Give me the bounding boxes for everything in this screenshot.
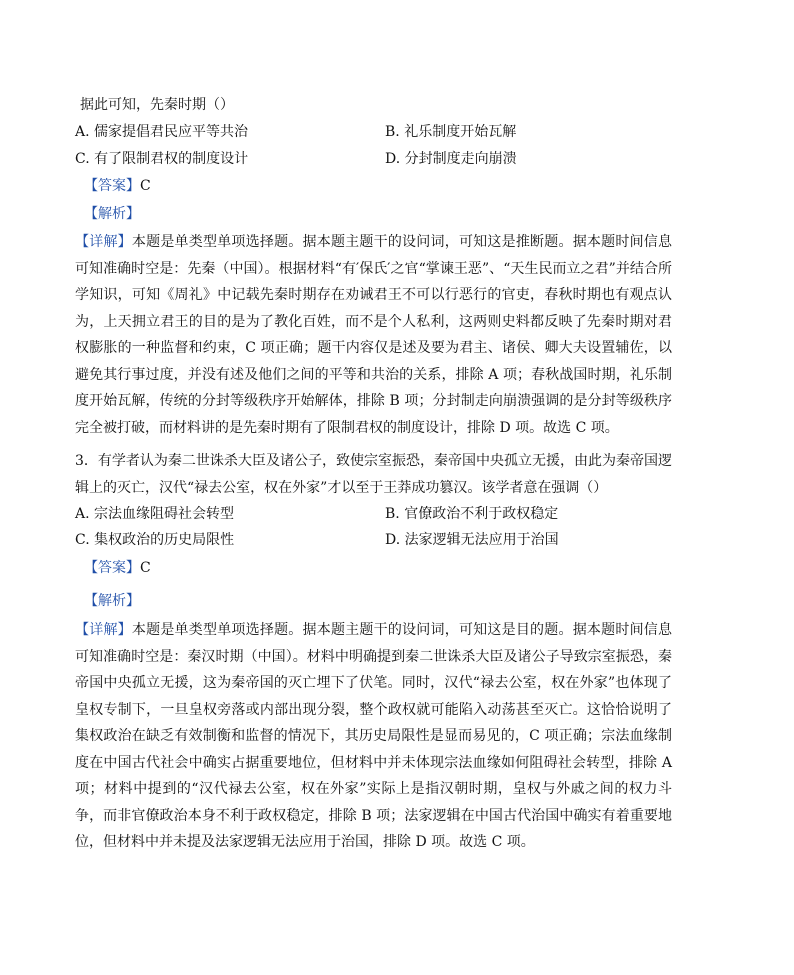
q2-answer-value: C (140, 178, 151, 194)
q3-option-d: D. 法家逻辑无法应用于治国 (385, 532, 559, 548)
q3-option-a: A. 宗法血缘阻碍社会转型 (75, 506, 235, 522)
q2-answer-tag: 【答案】 (84, 178, 140, 194)
q3-answer-tag: 【答案】 (84, 560, 140, 576)
q3-stem: 3．有学者认为秦二世诛杀大臣及诸公子，致使宗室振恐，秦帝国中央孤立无援，由此为秦帝国逻辑上的灭亡，汉代“禄去公室，权在外家”才以至于王莽成功篡汉。该学者意在强调（） (75, 453, 672, 496)
q2-detail (75, 229, 672, 441)
q3-analysis-tag: 【解析】 (84, 593, 140, 609)
q2-answer (84, 176, 151, 196)
q3-answer-value: C (140, 560, 151, 576)
q3-option-b: B. 官僚政治不利于政权稳定 (385, 506, 559, 522)
q2-analysis-tag: 【解析】 (84, 206, 140, 222)
q2-detail-tag: 【详解】 (75, 234, 132, 250)
q3-detail (75, 617, 672, 856)
q3-option-c: C. 集权政治的历史局限性 (75, 532, 235, 548)
q2-option-a: A. 儒家提倡君民应平等共治 (75, 124, 249, 140)
q2-option-c: C. 有了限制君权的制度设计 (75, 151, 249, 167)
q3-detail-tag: 【详解】 (75, 622, 132, 638)
q2-stem-tail: 据此可知，先秦时期（） (80, 97, 234, 113)
q3-answer (84, 558, 151, 578)
q2-option-d: D. 分封制度走向崩溃 (385, 151, 517, 167)
q2-detail-text: 本题是单类型单项选择题。据本题主题干的设问词，可知这是推断题。据本题时间信息可知准确时空是：先秦（中国）。根据材料“有′保氏′之官“掌谏王恶”、“天生民而立之君”并结合所学知识，可知《周礼》中记载先秦时期存在劝诫君王不可以行恶行的官吏，春秋时期也有观点认为，上天拥立君王的目的是为了教化百姓，而不是个人私利，这两则史料都反映了先秦时期对君权膨胀的一种监督和约束，C 项正确；题干内容仅是述及要为君主、诸侯、卿大夫设置辅佐，以避免其行事过度，并没有述及他们之间的平等和共治的关系，排除 A 项；春秋战国时期，礼乐制度开始瓦解，传统的分封等级秩序开始解体，排除 B 项；分封制走向崩溃强调的是分封等级秩序完全被打破，而材料讲的是先秦时期有了限制君权的制度设计，排除 D 项。故选 C 项。 (75, 234, 673, 436)
q2-option-b: B. 礼乐制度开始瓦解 (385, 124, 517, 140)
q3-detail-text: 本题是单类型单项选择题。据本题主题干的设问词，可知这是目的题。据本题时间信息可知准确时空是：秦汉时期（中国）。材料中明确提到秦二世诛杀大臣及诸公子导致宗室振恐，秦帝国中央孤立无援，这为秦帝国的灭亡埋下了伏笔。同时，汉代“禄去公室，权在外家”也体现了皇权专制下，一旦皇权旁落或内部出现分裂，整个政权就可能陷入动荡甚至灭亡。这恰恰说明了集权政治在缺乏有效制衡和监督的情况下，其历史局限性是显而易见的，C 项正确；宗法血缘制度在中国古代社会中确实占据重要地位，但材料中并未体现宗法血缘如何阻碍社会转型，排除 A 项；材料中提到的“汉代禄去公室，权在外家”实际上是指汉朝时期，皇权与外戚之间的权力斗争，而非官僚政治本身不利于政权稳定，排除 B 项；法家逻辑在中国古代治国中确实有着重要地位，但材料中并未提及法家逻辑无法应用于治国，排除 D 项。故选 C 项。 (75, 622, 673, 850)
